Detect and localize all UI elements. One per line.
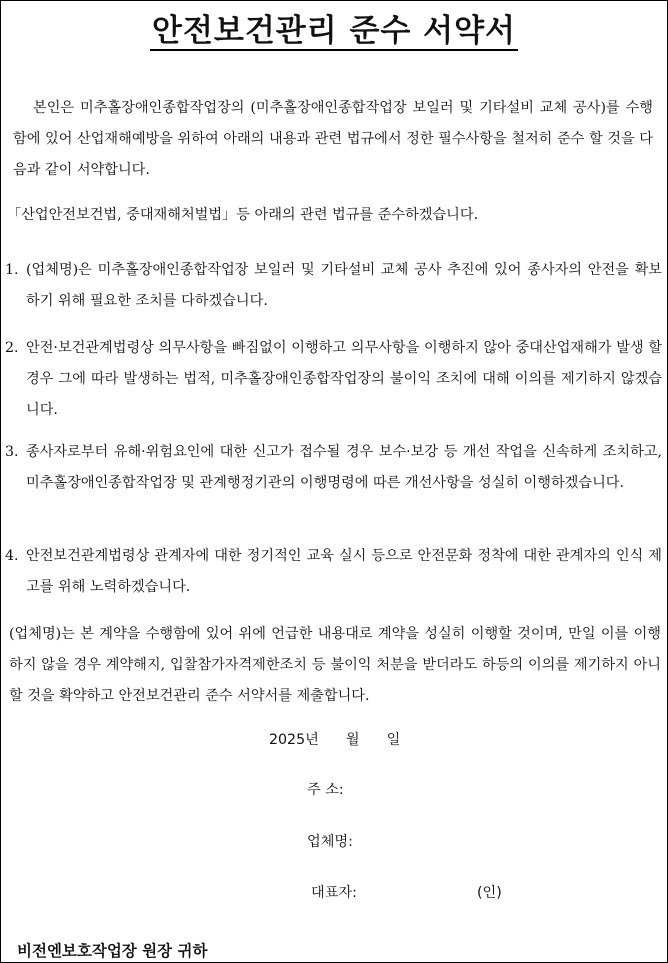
- representative-label: 대표자:: [311, 885, 357, 901]
- item-number: 1.: [5, 262, 19, 278]
- seal-mark: (인): [477, 885, 502, 901]
- date-line: 2025년 월 일: [269, 732, 401, 748]
- law-statement: 「산업안전보건법, 중대재해처벌법」등 아래의 관련 법규를 준수하겠습니다.: [7, 207, 479, 223]
- company-name-label: 업체명:: [307, 834, 353, 850]
- item-text: (업체명)은 미추홀장애인종합작업장 보일러 및 기타설비 교체 공사 추진에 있어 종사자의 안전을 확보하기 위해 필요한 조치를 다하겠습니다.: [26, 262, 662, 309]
- pledge-item-2: [5, 333, 662, 426]
- item-number: 3.: [5, 444, 19, 460]
- item-text: 안전·보건관계법령상 의무사항을 빠짐없이 이행하고 의무사항을 이행하지 않아 중대산업재해가 발생 할 경우 그에 따라 발생하는 법적, 미추홀장애인종합작업장의 불이익 조치에 대해 이의를 제기하지 않겠습니다.: [26, 340, 662, 418]
- addressee: 비전엔보호작업장 원장 귀하: [17, 941, 208, 960]
- document-title: 안전보건관리 준수 서약서: [152, 13, 516, 49]
- address-label: 주 소:: [307, 782, 344, 798]
- pledge-item-3: [5, 437, 662, 499]
- item-text: 종사자로부터 유해·위험요인에 대한 신고가 접수될 경우 보수·보강 등 개선 작업을 신속하게 조치하고, 미추홀장애인종합작업장 및 관계행정기관의 이행명령에 따른 개선사항을 성실히 이행하겠습니다.: [26, 444, 662, 491]
- item-number: 4.: [5, 548, 19, 564]
- item-text: 안전보건관계법령상 관계자에 대한 정기적인 교육 실시 등으로 안전문화 정착에 대한 관계자의 인식 제고를 위해 노력하겠습니다.: [26, 548, 662, 595]
- item-number: 2.: [5, 340, 19, 356]
- pledge-item-1: [5, 255, 662, 317]
- closing-paragraph: (업체명)는 본 계약을 수행함에 있어 위에 언급한 내용대로 계약을 성실히 이행할 것이며, 만일 이를 이행하지 않을 경우 계약해지, 입찰참가자격제한조치 등 불이익 처분을 받더라도 하등의 이의를 제기하지 아니할 것을 확약하고 안전보건관리 준수 서약서를 제출합니다.: [9, 626, 661, 704]
- pledge-item-4: [5, 541, 662, 603]
- intro-paragraph: 본인은 미추홀장애인종합작업장의 (미추홀장애인종합작업장 보일러 및 기타설비 교체 공사)를 수행함에 있어 산업재해예방을 위하여 아래의 내용과 관련 법규에서 정한 필수사항을 철저히 준수 할 것을 다음과 같이 서약합니다.: [13, 100, 653, 178]
